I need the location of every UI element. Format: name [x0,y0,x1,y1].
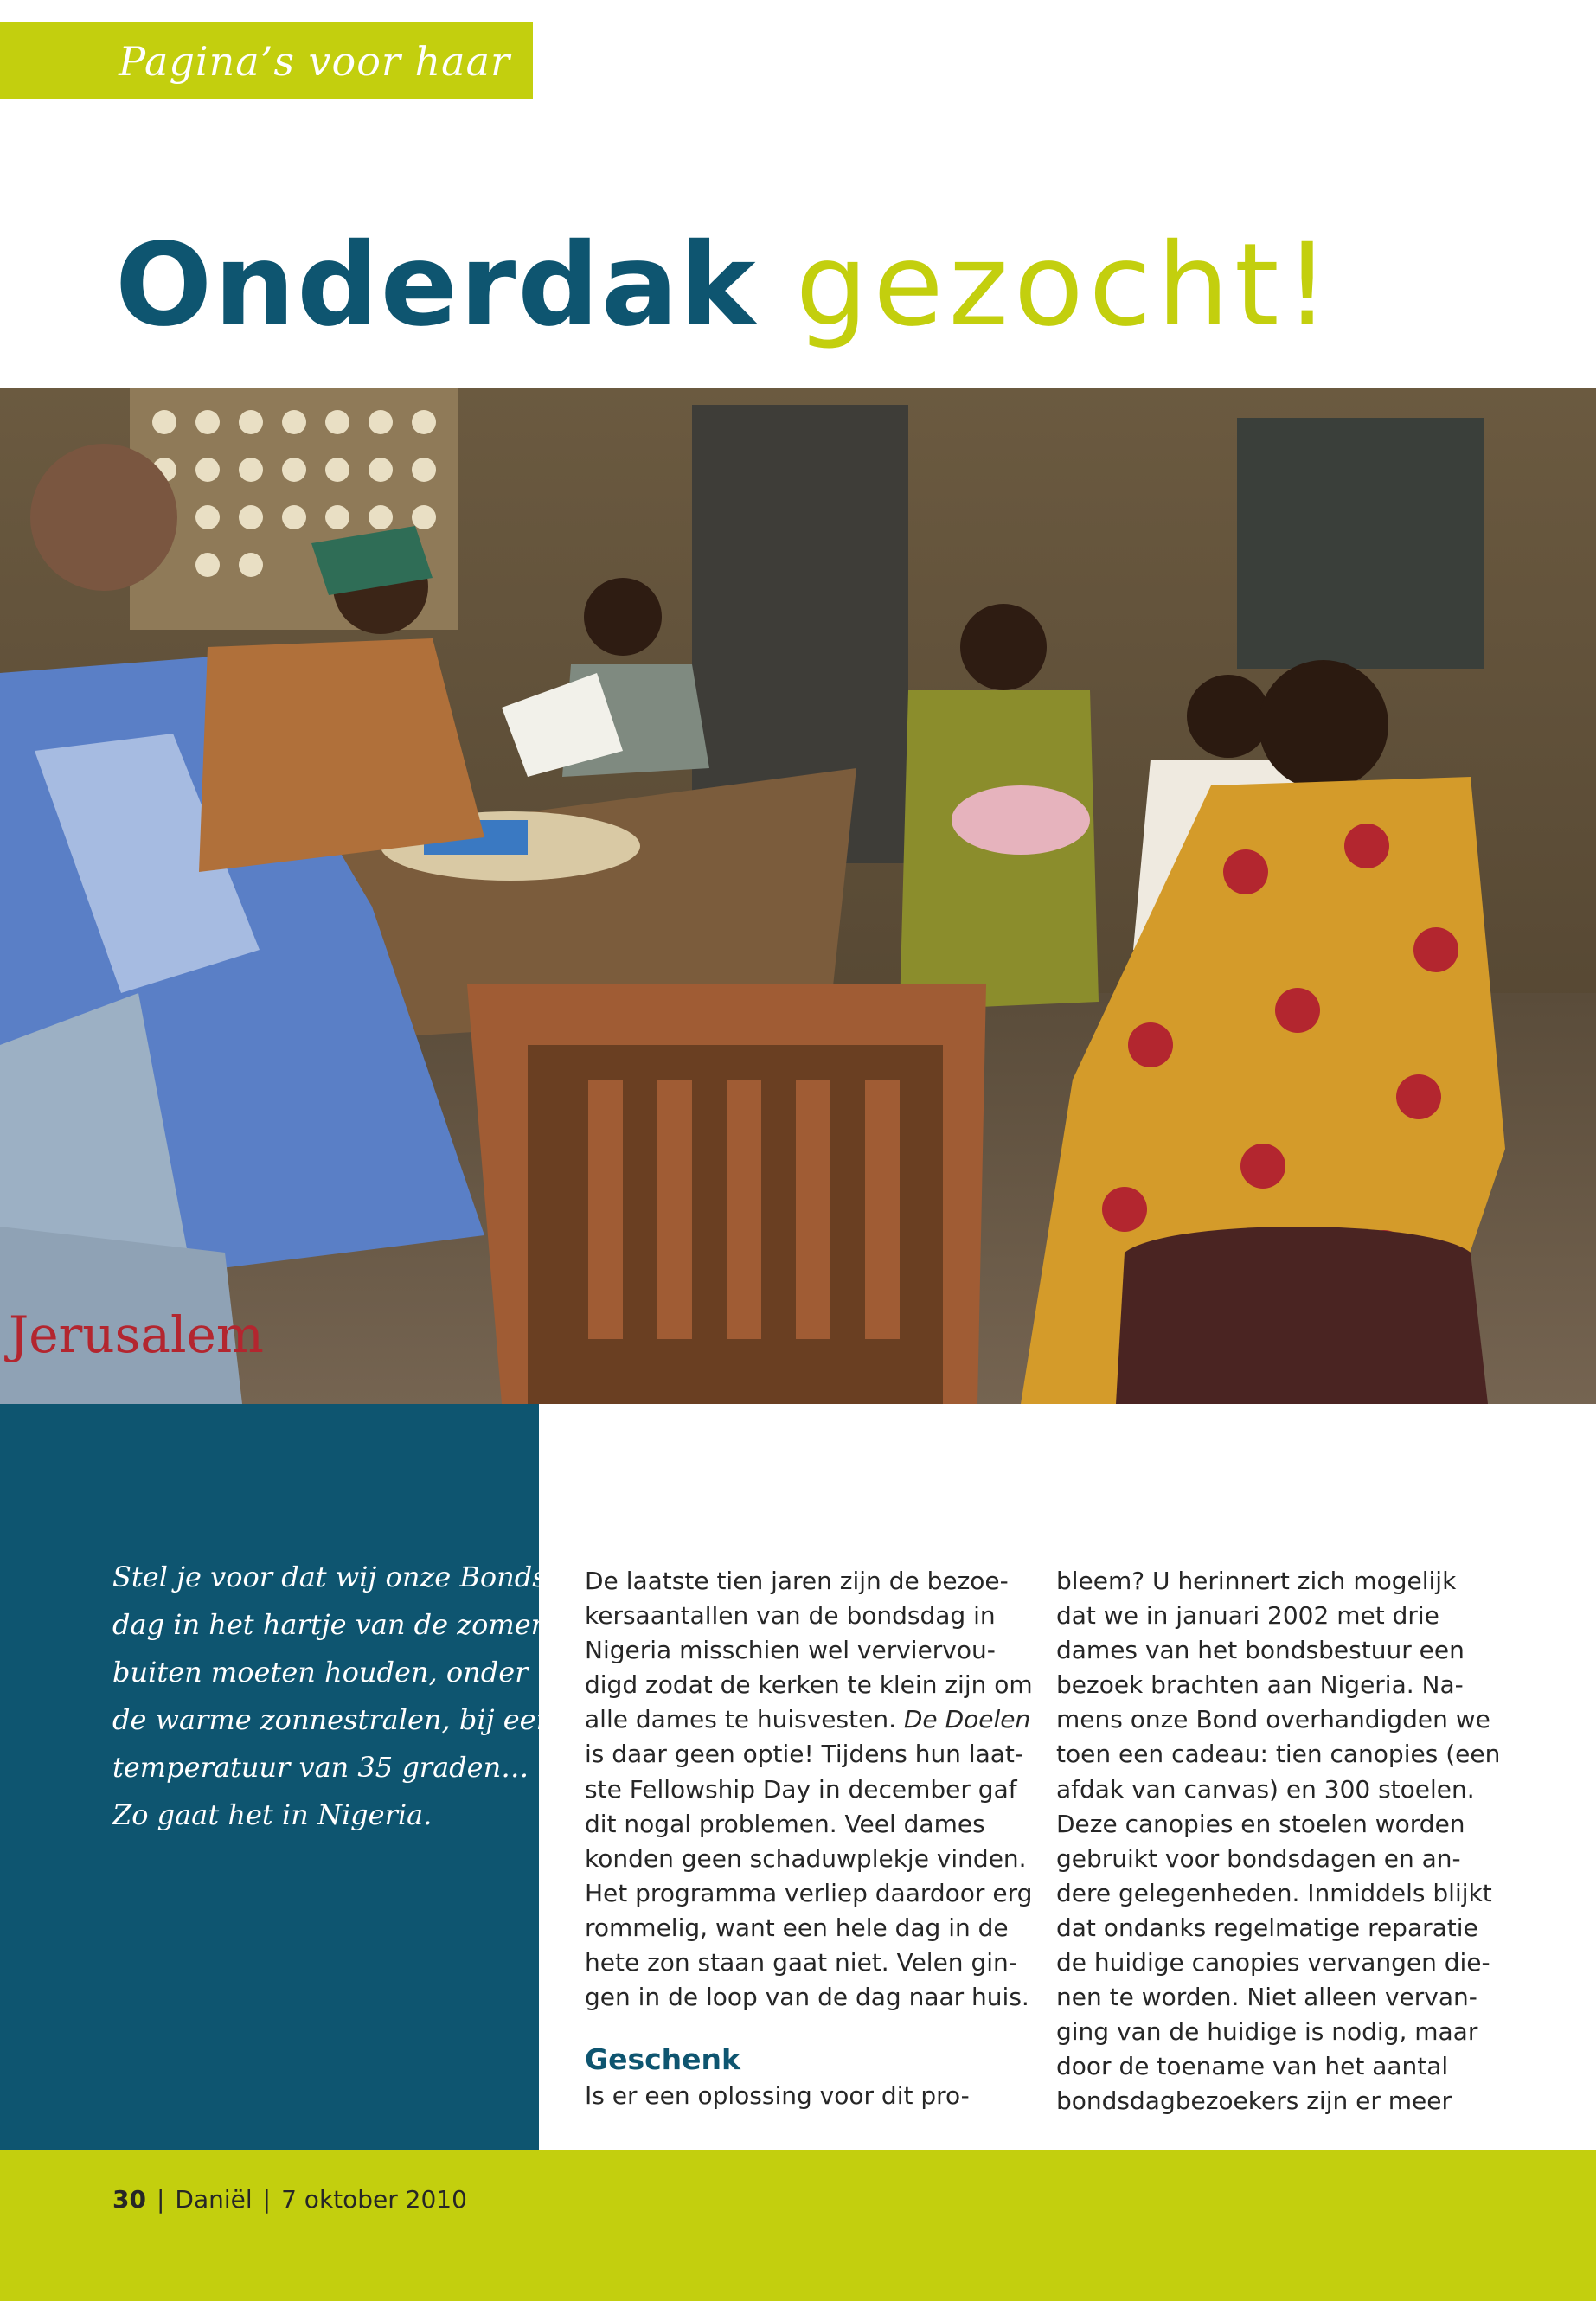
body-line: gebruikt voor bondsdagen en an- [1056,1843,1461,1873]
body-line: bleem? U herinnert zich mogelijk [1056,1567,1457,1595]
subheading: Geschenk [585,2042,740,2077]
body-line: gen in de loop van de dag naar huis. [585,1983,1029,2012]
body-column-2 [1056,1564,1506,2119]
body-line: Deze canopies en stoelen worden [1056,1809,1465,1838]
intro-line: Stel je voor dat wij onze Bonds- [112,1561,556,1593]
intro-line: temperatuur van 35 graden… [112,1751,529,1784]
body-line: bezoek brachten aan Nigeria. Na- [1056,1670,1464,1700]
headline [115,216,1336,355]
window-shutter [1237,418,1484,669]
footer-separator: | [156,2185,165,2214]
body-line: Nigeria misschien wel verviervou- [585,1636,996,1665]
jerusalem-bag [0,1227,264,1404]
body-line: is daar geen optie! Tijdens hun laat- [585,1740,1024,1769]
page-footer [112,2185,467,2214]
wooden-chair [467,984,986,1404]
article-photo [0,388,1596,1404]
body-line: bondsdagbezoekers zijn er meer [1056,2086,1452,2116]
body-text: alle dames te huisvesten. [585,1705,896,1734]
section-label: Pagina’s voor haar [119,38,510,85]
body-line: kersaantallen van de bondsdag in [585,1601,996,1631]
intro-line: Zo gaat het in Nigeria. [112,1798,433,1831]
body-line: dat ondanks regelmatige reparatie [1056,1913,1478,1942]
body-line: rommelig, want een hele dag in de [585,1913,1009,1942]
photo-women-meeting-icon [0,388,1596,1404]
intro-line: buiten moeten houden, onder [112,1656,529,1689]
intro-line: de warme zonnestralen, bij een [112,1703,554,1736]
handbag [1116,1227,1488,1404]
body-line: De laatste tien jaren zijn de bezoe- [585,1567,1009,1595]
body-line: ging van de huidige is nodig, maar [1056,2017,1478,2047]
footer-separator: | [262,2185,272,2214]
body-emphasis: De Doelen [903,1705,1031,1734]
headline-light: gezocht! [795,219,1336,352]
body-line: digd zodat de kerken te klein zijn om [585,1670,1033,1700]
bag-text: Jerusalem [9,1305,264,1364]
body-line: ste Fellowship Day in december gaf [585,1774,1017,1804]
body-line [585,1702,1035,1737]
body-line: dere gelegenheden. Inmiddels blijkt [1056,1878,1492,1907]
body-line: afdak van canvas) en 300 stoelen. [1056,1774,1475,1804]
headline-strong: Onderdak [115,219,758,352]
body-line: konden geen schaduwplekje vinden. [585,1843,1027,1873]
body-line: mens onze Bond overhandigden we [1056,1705,1490,1734]
page-number: 30 [112,2185,146,2214]
body-line: dames van het bondsbestuur een [1056,1636,1465,1665]
body-line: door de toename van het aantal [1056,2052,1449,2081]
section-tab [0,22,533,99]
body-line: toen een cadeau: tien canopies (een [1056,1740,1501,1769]
footer-band [0,2150,1596,2301]
magazine-name: Daniël [175,2185,253,2214]
body-line: dit nogal problemen. Veel dames [585,1809,985,1838]
intro-text [112,1554,556,1839]
body-line: nen te worden. Niet alleen vervan- [1056,1983,1477,2012]
body-line: hete zon staan gaat niet. Velen gin- [585,1948,1017,1977]
body-line: Het programma verliep daardoor erg [585,1878,1033,1907]
body-line: Is er een oplossing voor dit pro- [585,2081,970,2111]
issue-date: 7 oktober 2010 [281,2185,467,2214]
body-column-1 [585,1564,1035,2113]
body-line: de huidige canopies vervangen die- [1056,1948,1490,1977]
intro-line: dag in het hartje van de zomer [112,1608,544,1641]
body-line: dat we in januari 2002 met drie [1056,1601,1439,1631]
